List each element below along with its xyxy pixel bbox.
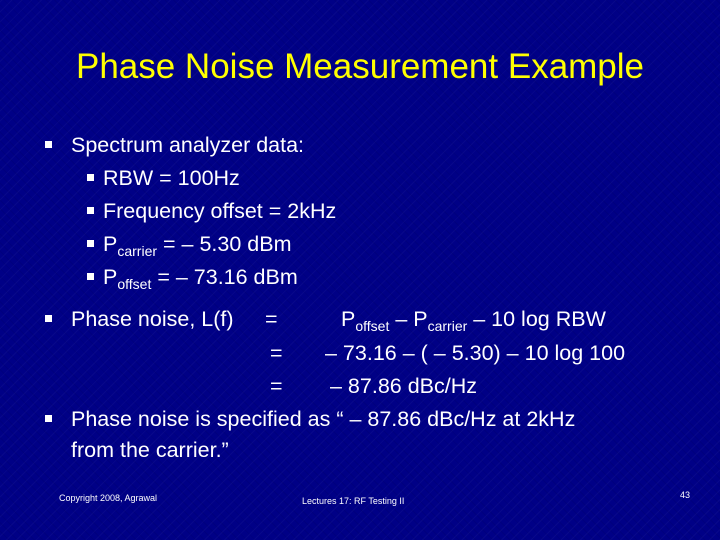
equals-sign: = [270, 341, 283, 365]
bullet-icon [87, 207, 94, 214]
pcarrier-symbol: P [103, 232, 118, 256]
specification-line-1: Phase noise is specified as “ – 87.86 dBc/Hz at 2kHz [71, 407, 576, 431]
specification-line-2: from the carrier.” [71, 438, 229, 462]
footer-lecture: Lectures 17: RF Testing II [302, 496, 405, 506]
footer-page-number: 43 [680, 490, 691, 500]
pcarrier-subscript: carrier [117, 243, 158, 259]
formula-rbw-term: – 10 log RBW [467, 307, 606, 331]
formula-carrier-subscript: carrier [427, 318, 468, 334]
bullet-icon [45, 141, 52, 148]
phase-noise-label: Phase noise, L(f) [71, 307, 234, 331]
slide-title: Phase Noise Measurement Example [75, 47, 645, 86]
pcarrier-value: = – 5.30 dBm [157, 232, 292, 256]
rbw-item: RBW = 100Hz [103, 166, 240, 190]
poffset-value: = – 73.16 dBm [151, 265, 298, 289]
poffset-item [103, 264, 298, 290]
pcarrier-item [103, 231, 291, 257]
phase-noise-substitution: – 73.16 – ( – 5.30) – 10 log 100 [325, 341, 626, 365]
poffset-symbol: P [103, 265, 118, 289]
equals-sign: = [265, 307, 278, 331]
formula-minus-p: – P [389, 307, 428, 331]
formula-p-offset: P [341, 307, 356, 331]
bullet-icon [87, 240, 94, 247]
phase-noise-result: – 87.86 dBc/Hz [330, 374, 478, 398]
phase-noise-formula [341, 306, 606, 332]
poffset-subscript: offset [117, 276, 152, 292]
spectrum-heading: Spectrum analyzer data: [71, 133, 305, 157]
bullet-icon [45, 315, 52, 322]
bullet-icon [45, 415, 52, 422]
equals-sign: = [270, 374, 283, 398]
frequency-offset-item: Frequency offset = 2kHz [103, 199, 337, 223]
bullet-icon [87, 174, 94, 181]
bullet-icon [87, 273, 94, 280]
formula-offset-subscript: offset [355, 318, 390, 334]
footer-copyright: Copyright 2008, Agrawal [59, 493, 158, 503]
